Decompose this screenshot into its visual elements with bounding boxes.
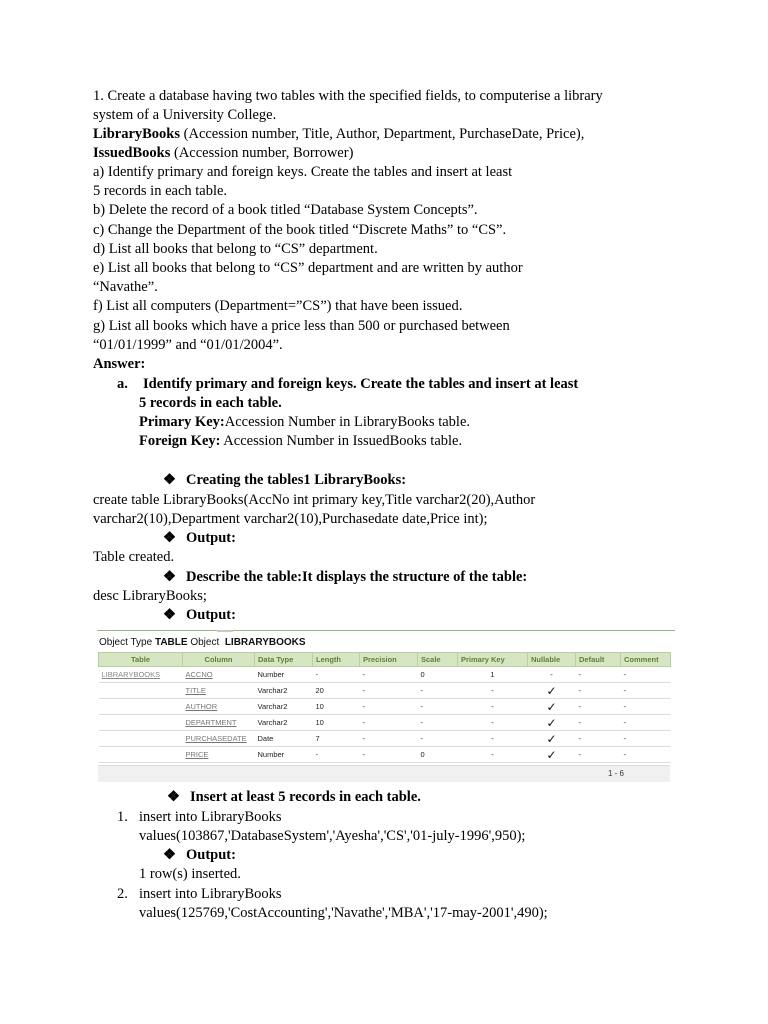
primary-key-cell: - xyxy=(458,731,528,747)
divider xyxy=(217,630,233,632)
column-name-link[interactable]: DEPARTMENT xyxy=(183,715,255,731)
column-name-link[interactable]: AUTHOR xyxy=(183,699,255,715)
precision-cell: - xyxy=(360,699,418,715)
table-name-cell xyxy=(99,731,183,747)
scale-cell: - xyxy=(418,731,458,747)
table-header-row xyxy=(99,653,671,667)
object-type-value: TABLE xyxy=(154,637,188,648)
comment-cell: - xyxy=(621,699,671,715)
insert-sql-line-1: insert into LibraryBooks xyxy=(139,886,282,902)
table-row xyxy=(99,683,671,699)
task-line: c) Change the Department of the book titled “Discrete Maths” to “CS”. xyxy=(93,222,507,238)
column-header[interactable]: Column xyxy=(183,653,255,667)
insert-number: 2. xyxy=(117,886,128,902)
describe-table xyxy=(98,652,671,763)
length-cell: - xyxy=(313,667,360,683)
diamond-bullet-icon: ❖ xyxy=(163,569,176,585)
column-header[interactable]: Scale xyxy=(418,653,458,667)
primary-key-label: Primary Key: xyxy=(139,414,225,430)
column-header[interactable]: Precision xyxy=(360,653,418,667)
issued-books-name: IssuedBooks xyxy=(93,145,171,161)
primary-key-cell: - xyxy=(458,683,528,699)
column-header[interactable]: Data Type xyxy=(255,653,313,667)
creating-tables-heading: ❖ Creating the tables1 LibraryBooks: xyxy=(163,472,407,488)
nullable-check-icon: ✓ xyxy=(528,715,576,731)
task-line: a) Identify primary and foreign keys. Create the tables and insert at least xyxy=(93,164,513,180)
question-intro-line-1: 1. Create a database having two tables with the specified fields, to computerise a library xyxy=(93,88,603,104)
output-heading: ❖ Output: xyxy=(163,607,236,623)
nullable-check-icon: ✓ xyxy=(528,731,576,747)
table-name-cell xyxy=(99,747,183,763)
length-cell: - xyxy=(313,747,360,763)
nullable-check-icon: ✓ xyxy=(528,683,576,699)
comment-cell: - xyxy=(621,747,671,763)
precision-cell: - xyxy=(360,747,418,763)
item-a-marker: a. xyxy=(117,376,128,392)
data-type-cell: Number xyxy=(255,667,313,683)
issued-books-spec xyxy=(93,144,353,163)
data-type-cell: Varchar2 xyxy=(255,699,313,715)
insert-number: 1. xyxy=(117,809,128,825)
table-name-cell xyxy=(99,699,183,715)
pagination-text: 1 - 6 xyxy=(607,769,624,778)
insert-sql-line-1: insert into LibraryBooks xyxy=(139,809,282,825)
table-row xyxy=(99,699,671,715)
task-line: f) List all computers (Department=”CS”) that have been issued. xyxy=(93,298,463,314)
nullable-cell: - xyxy=(528,667,576,683)
primary-key-cell: 1 xyxy=(458,667,528,683)
default-cell: - xyxy=(576,715,621,731)
comment-cell: - xyxy=(621,731,671,747)
column-header[interactable]: Comment xyxy=(621,653,671,667)
primary-key-cell: - xyxy=(458,699,528,715)
rows-inserted-text: 1 row(s) inserted. xyxy=(139,866,241,882)
scale-cell: 0 xyxy=(418,747,458,763)
primary-key-cell: - xyxy=(458,747,528,763)
data-type-cell: Number xyxy=(255,747,313,763)
table-created-text: Table created. xyxy=(93,549,175,565)
diamond-bullet-icon: ❖ xyxy=(163,847,176,863)
question-intro-line-2: system of a University College. xyxy=(93,107,277,123)
precision-cell: - xyxy=(360,683,418,699)
desc-sql: desc LibraryBooks; xyxy=(93,588,207,604)
task-line: “01/01/1999” and “01/01/2004”. xyxy=(93,337,283,353)
output-heading: ❖ Output: xyxy=(163,847,236,863)
object-label: Object xyxy=(190,637,220,648)
length-cell: 20 xyxy=(313,683,360,699)
task-line: g) List all books which have a price less than 500 or purchased between xyxy=(93,318,510,334)
default-cell: - xyxy=(576,683,621,699)
precision-cell: - xyxy=(360,667,418,683)
object-type-label: Object Type xyxy=(99,637,153,648)
describe-output-screenshot xyxy=(97,630,675,782)
issued-books-fields: (Accession number, Borrower) xyxy=(170,145,354,161)
table-row xyxy=(99,747,671,763)
table-name-cell xyxy=(99,683,183,699)
scale-cell: - xyxy=(418,683,458,699)
precision-cell: - xyxy=(360,731,418,747)
column-header[interactable]: Length xyxy=(313,653,360,667)
length-cell: 10 xyxy=(313,699,360,715)
default-cell: - xyxy=(576,731,621,747)
column-header[interactable]: Default xyxy=(576,653,621,667)
create-sql-line-2: varchar2(10),Department varchar2(10),Purchasedate date,Price int); xyxy=(93,511,488,527)
library-books-name: LibraryBooks xyxy=(93,126,181,142)
answer-label: Answer: xyxy=(93,356,146,372)
scale-cell: - xyxy=(418,699,458,715)
diamond-bullet-icon: ❖ xyxy=(163,530,176,546)
diamond-bullet-icon: ❖ xyxy=(167,789,180,805)
task-line: e) List all books that belong to “CS” department and are written by author xyxy=(93,260,523,276)
diamond-bullet-icon: ❖ xyxy=(163,607,176,623)
column-name-link[interactable]: ACCNO xyxy=(183,667,255,683)
default-cell: - xyxy=(576,667,621,683)
task-line: d) List all books that belong to “CS” department. xyxy=(93,241,378,257)
comment-cell: - xyxy=(621,715,671,731)
divider xyxy=(97,630,675,631)
insert-sql-line-2: values(103867,'DatabaseSystem','Ayesha','CS','01-july-1996',950); xyxy=(139,828,526,844)
nullable-check-icon: ✓ xyxy=(528,747,576,763)
output-heading: ❖ Output: xyxy=(163,530,236,546)
default-cell: - xyxy=(576,699,621,715)
column-name-link[interactable]: TITLE xyxy=(183,683,255,699)
primary-key-line xyxy=(139,413,470,432)
library-books-fields: (Accession number, Title, Author, Department, PurchaseDate, Price), xyxy=(180,126,585,142)
precision-cell: - xyxy=(360,715,418,731)
create-sql-line-1: create table LibraryBooks(AccNo int primary key,Title varchar2(20),Author xyxy=(93,492,536,508)
length-cell: 10 xyxy=(313,715,360,731)
column-header[interactable]: Primary Key xyxy=(458,653,528,667)
scale-cell: - xyxy=(418,715,458,731)
data-type-cell: Varchar2 xyxy=(255,683,313,699)
column-header[interactable]: Table xyxy=(99,653,183,667)
column-name-link[interactable]: PURCHASEDATE xyxy=(183,731,255,747)
object-header xyxy=(99,637,306,648)
item-a-heading-line-1: Identify primary and foreign keys. Create the tables and insert at least xyxy=(143,376,579,392)
data-type-cell: Date xyxy=(255,731,313,747)
scale-cell: 0 xyxy=(418,667,458,683)
insert-sql-line-2: values(125769,'CostAccounting','Navathe','MBA','17-may-2001',490); xyxy=(139,905,548,921)
table-row xyxy=(99,667,671,683)
table-name-link[interactable]: LIBRARYBOOKS xyxy=(99,667,183,683)
object-value: LIBRARYBOOKS xyxy=(224,637,306,648)
task-line: 5 records in each table. xyxy=(93,183,228,199)
table-name-cell xyxy=(99,715,183,731)
foreign-key-label: Foreign Key: xyxy=(139,433,221,449)
table-footer xyxy=(98,765,670,782)
describe-heading: ❖ Describe the table:It displays the structure of the table: xyxy=(163,569,528,585)
item-a-heading-line-2: 5 records in each table. xyxy=(139,395,282,411)
foreign-key-text: Accession Number in IssuedBooks table. xyxy=(220,433,463,449)
nullable-check-icon: ✓ xyxy=(528,699,576,715)
library-books-spec xyxy=(93,125,584,144)
task-line: b) Delete the record of a book titled “Database System Concepts”. xyxy=(93,202,478,218)
foreign-key-line xyxy=(139,432,462,451)
table-row xyxy=(99,731,671,747)
comment-cell: - xyxy=(621,667,671,683)
comment-cell: - xyxy=(621,683,671,699)
column-header[interactable]: Nullable xyxy=(528,653,576,667)
insert-heading: ❖ Insert at least 5 records in each table. xyxy=(167,789,421,805)
primary-key-text: Accession Number in LibraryBooks table. xyxy=(224,414,470,430)
table-row xyxy=(99,715,671,731)
task-line: “Navathe”. xyxy=(93,279,158,295)
diamond-bullet-icon: ❖ xyxy=(163,472,176,488)
column-name-link[interactable]: PRICE xyxy=(183,747,255,763)
default-cell: - xyxy=(576,747,621,763)
primary-key-cell: - xyxy=(458,715,528,731)
length-cell: 7 xyxy=(313,731,360,747)
data-type-cell: Varchar2 xyxy=(255,715,313,731)
